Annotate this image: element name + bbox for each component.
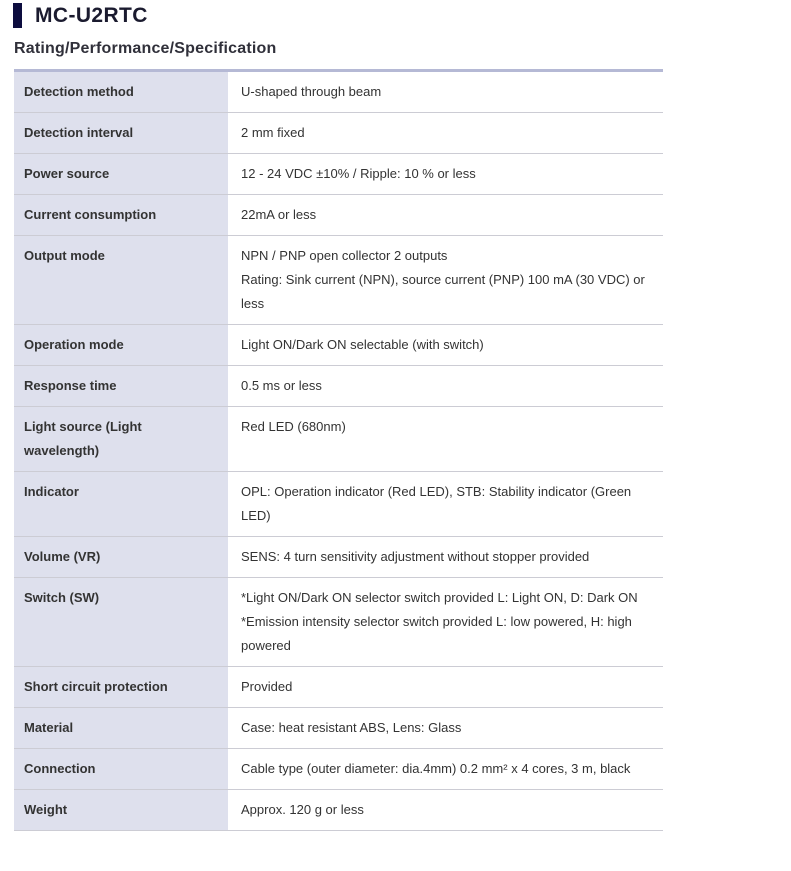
spec-row (14, 749, 663, 790)
spec-row (14, 407, 663, 472)
spec-value-line: Light ON/Dark ON selectable (with switch) (241, 337, 484, 352)
spec-row (14, 154, 663, 195)
spec-label-cell: Material (14, 708, 230, 748)
spec-value-cell (230, 749, 663, 789)
spec-value-line: Rating: Sink current (NPN), source current (PNP) 100 mA (30 VDC) or less (241, 272, 645, 311)
spec-label-cell: Light source (Light wavelength) (14, 407, 230, 471)
spec-value-cell (230, 72, 663, 112)
spec-value-line: NPN / PNP open collector 2 outputs (241, 248, 448, 263)
section-heading: Rating/Performance/Specification (14, 40, 277, 57)
spec-label-cell: Connection (14, 749, 230, 789)
spec-label-cell: Switch (SW) (14, 578, 230, 666)
spec-value-cell (230, 578, 663, 666)
spec-value-cell (230, 113, 663, 153)
spec-label-cell: Operation mode (14, 325, 230, 365)
spec-value-line: Approx. 120 g or less (241, 802, 364, 817)
spec-value-cell (230, 537, 663, 577)
spec-value-line: U-shaped through beam (241, 84, 382, 99)
spec-value-cell (230, 195, 663, 235)
page-title: MC-U2RTC (35, 3, 148, 27)
spec-value-line: 12 - 24 VDC ±10% / Ripple: 10 % or less (241, 166, 476, 181)
spec-label-cell: Output mode (14, 236, 230, 324)
spec-label-cell: Response time (14, 366, 230, 406)
spec-value-line: 22mA or less (241, 207, 317, 222)
spec-row (14, 366, 663, 407)
spec-row (14, 72, 663, 113)
spec-label-cell: Detection method (14, 72, 230, 112)
spec-row (14, 325, 663, 366)
title-accent-bar (13, 3, 22, 28)
spec-label-cell: Power source (14, 154, 230, 194)
spec-value-line: 0.5 ms or less (241, 378, 322, 393)
spec-row (14, 790, 663, 831)
spec-value-line: Cable type (outer diameter: dia.4mm) 0.2 mm² x 4 cores, 3 m, black (241, 761, 631, 776)
spec-value-line: Case: heat resistant ABS, Lens: Glass (241, 720, 462, 735)
spec-value-cell (230, 154, 663, 194)
page-header (13, 3, 791, 28)
spec-value-cell (230, 708, 663, 748)
spec-value-line: *Emission intensity selector switch provided L: low powered, H: high powered (241, 614, 632, 653)
spec-value-cell (230, 366, 663, 406)
spec-row (14, 195, 663, 236)
spec-row (14, 578, 663, 667)
spec-value-cell (230, 667, 663, 707)
spec-table-body (14, 72, 663, 831)
spec-value-line: SENS: 4 turn sensitivity adjustment without stopper provided (241, 549, 590, 564)
spec-label-cell: Current consumption (14, 195, 230, 235)
spec-value-cell (230, 472, 663, 536)
spec-row (14, 113, 663, 154)
spec-label-cell: Weight (14, 790, 230, 830)
spec-value-cell (230, 407, 663, 471)
spec-value-line: Red LED (680nm) (241, 419, 346, 434)
spec-row (14, 236, 663, 325)
spec-row (14, 472, 663, 537)
spec-value-line: *Light ON/Dark ON selector switch provided L: Light ON, D: Dark ON (241, 590, 638, 605)
spec-row (14, 667, 663, 708)
spec-label-cell: Volume (VR) (14, 537, 230, 577)
spec-row (14, 537, 663, 578)
spec-label-cell: Detection interval (14, 113, 230, 153)
spec-value-line: 2 mm fixed (241, 125, 305, 140)
spec-value-cell (230, 325, 663, 365)
spec-label-cell: Short circuit protection (14, 667, 230, 707)
spec-value-line: Provided (241, 679, 293, 694)
spec-value-cell (230, 236, 663, 324)
spec-value-cell (230, 790, 663, 830)
spec-value-line: OPL: Operation indicator (Red LED), STB: Stability indicator (Green LED) (241, 484, 632, 523)
spec-row (14, 708, 663, 749)
spec-table (14, 69, 663, 831)
spec-label-cell: Indicator (14, 472, 230, 536)
